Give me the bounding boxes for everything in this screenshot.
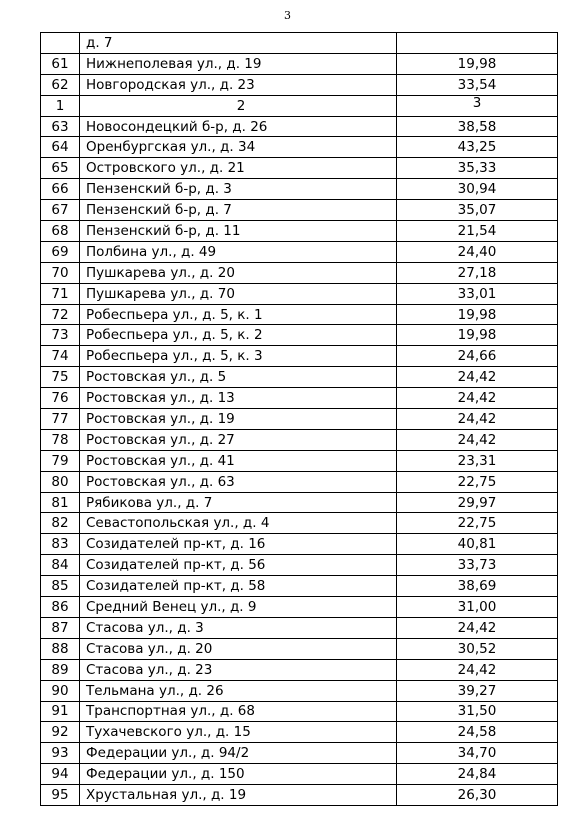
table-row [41,555,558,576]
address-cell: Пензенский б-р, д. 3 [80,179,397,200]
row-number-cell: 63 [41,116,80,137]
address-cell: Хрустальная ул., д. 19 [80,785,397,806]
address-cell: Ростовская ул., д. 19 [80,409,397,430]
table-row [41,158,558,179]
table-row [41,388,558,409]
table-row [41,492,558,513]
row-number-cell: 78 [41,429,80,450]
address-cell: Робеспьера ул., д. 5, к. 3 [80,346,397,367]
row-number-cell: 66 [41,179,80,200]
value-cell: 21,54 [397,221,558,242]
row-number-cell: 74 [41,346,80,367]
address-cell: Оренбургская ул., д. 34 [80,137,397,158]
column-numbering-row [41,95,558,116]
row-number-cell: 86 [41,597,80,618]
address-cell: Пушкарева ул., д. 70 [80,283,397,304]
value-cell: 33,54 [397,74,558,95]
table-row [41,722,558,743]
row-number-cell: 81 [41,492,80,513]
value-cell: 24,66 [397,346,558,367]
row-number-cell: 1 [41,95,80,116]
page-number: 3 [284,9,291,22]
row-number-cell: 62 [41,74,80,95]
value-cell: 33,73 [397,555,558,576]
value-cell: 24,84 [397,764,558,785]
table-row [41,409,558,430]
row-number-cell: 90 [41,680,80,701]
row-number-cell: 88 [41,638,80,659]
address-cell: Тухачевского ул., д. 15 [80,722,397,743]
value-cell: 38,69 [397,576,558,597]
table-row [41,701,558,722]
address-table-body [41,33,558,806]
value-cell: 27,18 [397,262,558,283]
row-number-cell: 85 [41,576,80,597]
table-row [41,179,558,200]
row-number-cell: 82 [41,513,80,534]
table-row [41,429,558,450]
address-cell: Транспортная ул., д. 68 [80,701,397,722]
row-number-cell: 73 [41,325,80,346]
table-row [41,325,558,346]
row-number-cell: 75 [41,367,80,388]
address-cell: Стасова ул., д. 3 [80,617,397,638]
address-cell: Робеспьера ул., д. 5, к. 1 [80,304,397,325]
address-cell: Островского ул., д. 21 [80,158,397,179]
address-cell: Севастопольская ул., д. 4 [80,513,397,534]
row-number-cell: 71 [41,283,80,304]
table-row [41,221,558,242]
address-cell: Ростовская ул., д. 5 [80,367,397,388]
value-cell: 23,31 [397,450,558,471]
value-cell: 24,42 [397,659,558,680]
value-cell: 33,01 [397,283,558,304]
address-cell: Стасова ул., д. 20 [80,638,397,659]
table-row [41,659,558,680]
table-row [41,534,558,555]
address-cell: Тельмана ул., д. 26 [80,680,397,701]
row-number-cell: 87 [41,617,80,638]
table-row [41,785,558,806]
value-cell: 34,70 [397,743,558,764]
address-cell: Полбина ул., д. 49 [80,241,397,262]
address-cell: Созидателей пр-кт, д. 58 [80,576,397,597]
address-cell: Федерации ул., д. 150 [80,764,397,785]
value-cell: 26,30 [397,785,558,806]
value-cell: 24,42 [397,429,558,450]
table-row [41,617,558,638]
value-cell: 29,97 [397,492,558,513]
table-row [41,764,558,785]
value-cell: 35,07 [397,200,558,221]
value-cell: 24,40 [397,241,558,262]
value-cell: 24,42 [397,409,558,430]
value-cell: 38,58 [397,116,558,137]
address-cell: Ростовская ул., д. 63 [80,471,397,492]
address-cell: Рябикова ул., д. 7 [80,492,397,513]
address-cell: Средний Венец ул., д. 9 [80,597,397,618]
value-cell: 19,98 [397,304,558,325]
row-number-cell: 92 [41,722,80,743]
table-row [41,262,558,283]
table-row [41,346,558,367]
address-cell: д. 7 [80,33,397,54]
address-cell: Ростовская ул., д. 41 [80,450,397,471]
table-row [41,597,558,618]
value-cell [397,33,558,54]
row-number-cell [41,33,80,54]
value-cell: 3 [397,95,558,116]
row-number-cell: 65 [41,158,80,179]
row-number-cell: 84 [41,555,80,576]
row-number-cell: 89 [41,659,80,680]
table-row [41,283,558,304]
address-cell: Ростовская ул., д. 13 [80,388,397,409]
value-cell: 39,27 [397,680,558,701]
address-cell: Новосондецкий б-р, д. 26 [80,116,397,137]
value-cell: 19,98 [397,325,558,346]
address-cell: Нижнеполевая ул., д. 19 [80,53,397,74]
table-row [41,367,558,388]
table-row [41,33,558,54]
table-row [41,638,558,659]
value-cell: 24,42 [397,388,558,409]
address-cell: Стасова ул., д. 23 [80,659,397,680]
row-number-cell: 72 [41,304,80,325]
row-number-cell: 61 [41,53,80,74]
row-number-cell: 67 [41,200,80,221]
table-row [41,241,558,262]
table-row [41,53,558,74]
address-table [40,32,558,806]
value-cell: 22,75 [397,513,558,534]
table-row [41,513,558,534]
address-cell: Федерации ул., д. 94/2 [80,743,397,764]
table-row [41,116,558,137]
table-row [41,450,558,471]
row-number-cell: 77 [41,409,80,430]
row-number-cell: 95 [41,785,80,806]
row-number-cell: 70 [41,262,80,283]
address-cell: Пензенский б-р, д. 11 [80,221,397,242]
row-number-cell: 79 [41,450,80,471]
value-cell: 19,98 [397,53,558,74]
table-row [41,576,558,597]
row-number-cell: 80 [41,471,80,492]
row-number-cell: 91 [41,701,80,722]
row-number-cell: 93 [41,743,80,764]
value-cell: 24,42 [397,617,558,638]
value-cell: 40,81 [397,534,558,555]
row-number-cell: 76 [41,388,80,409]
value-cell: 43,25 [397,137,558,158]
value-cell: 31,00 [397,597,558,618]
row-number-cell: 69 [41,241,80,262]
value-cell: 24,42 [397,367,558,388]
value-cell: 24,58 [397,722,558,743]
value-cell: 35,33 [397,158,558,179]
table-row [41,743,558,764]
address-cell: Робеспьера ул., д. 5, к. 2 [80,325,397,346]
row-number-cell: 94 [41,764,80,785]
address-cell: Созидателей пр-кт, д. 56 [80,555,397,576]
value-cell: 30,94 [397,179,558,200]
table-row [41,200,558,221]
table-row [41,680,558,701]
address-cell: Пензенский б-р, д. 7 [80,200,397,221]
row-number-cell: 68 [41,221,80,242]
table-row [41,137,558,158]
value-cell: 31,50 [397,701,558,722]
row-number-cell: 83 [41,534,80,555]
table-row [41,74,558,95]
row-number-cell: 64 [41,137,80,158]
address-cell: Пушкарева ул., д. 20 [80,262,397,283]
address-cell: Созидателей пр-кт, д. 16 [80,534,397,555]
address-cell: 2 [80,95,397,116]
address-cell: Новгородская ул., д. 23 [80,74,397,95]
value-cell: 22,75 [397,471,558,492]
table-row [41,471,558,492]
address-cell: Ростовская ул., д. 27 [80,429,397,450]
table-row [41,304,558,325]
value-cell: 30,52 [397,638,558,659]
